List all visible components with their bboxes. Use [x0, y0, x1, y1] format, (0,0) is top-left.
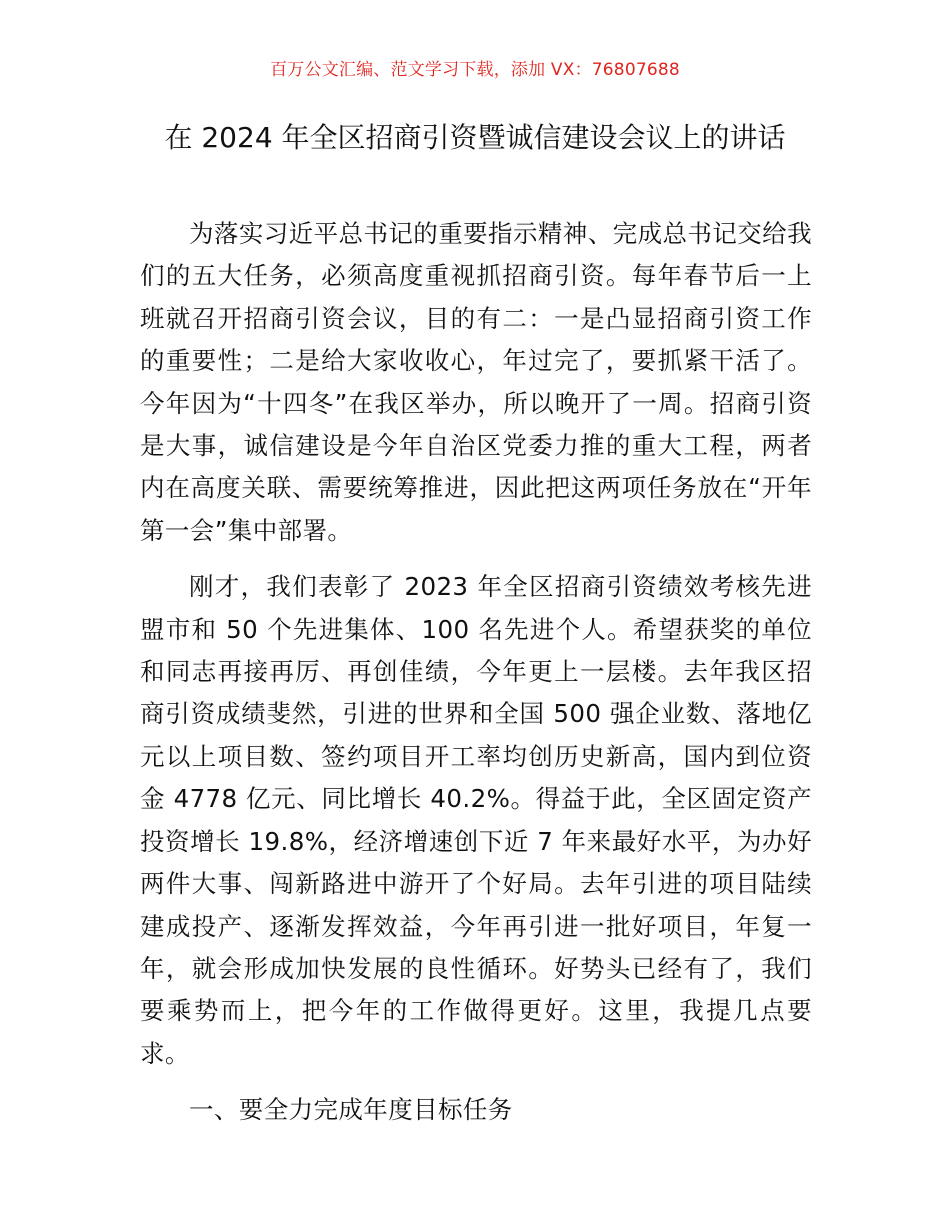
header-download-note: 百万公文汇编、范文学习下载，添加 VX：76807688	[270, 60, 680, 80]
document-body	[140, 213, 812, 1132]
section-heading-1: 一、要全力完成年度目标任务	[189, 1095, 513, 1125]
document-title: 在 2024 年全区招商引资暨诚信建设会议上的讲话	[164, 121, 786, 154]
paragraph-1: 为落实习近平总书记的重要指示精神、完成总书记交给我们的五大任务，必须高度重视抓招商引资。每年春节后一上班就召开招商引资会议，目的有二：一是凸显招商引资工作的重要性；二是给大家收收心，年过完了，要抓紧干活了。今年因为“十四冬”在我区举办，所以晚开了一周。招商引资是大事，诚信建设是今年自治区党委力推的重大工程，两者内在高度关联、需要统筹推进，因此把这两项任务放在“开年第一会”集中部署。	[140, 219, 812, 545]
paragraph-2: 刚才，我们表彰了 2023 年全区招商引资绩效考核先进盟市和 50 个先进集体、100 名先进个人。希望获奖的单位和同志再接再厉、再创佳绩，今年更上一层楼。去年我区招商引资成绩斐然，引进的世界和全国 500 强企业数、落地亿元以上项目数、签约项目开工率均创历史新高，国内到位资金 4778 亿元、同比增长 40.2%。得益于此，全区固定资产投资增长 19.8%，经济增速创下近 7 年来最好水平，为办好两件大事、闯新路进中游开了个好局。去年引进的项目陆续建成投产、逐渐发挥效益，今年再引进一批好项目，年复一年，就会形成加快发展的良性循环。好势头已经有了，我们要乘势而上，把今年的工作做得更好。这里，我提几点要求。	[140, 572, 812, 1068]
